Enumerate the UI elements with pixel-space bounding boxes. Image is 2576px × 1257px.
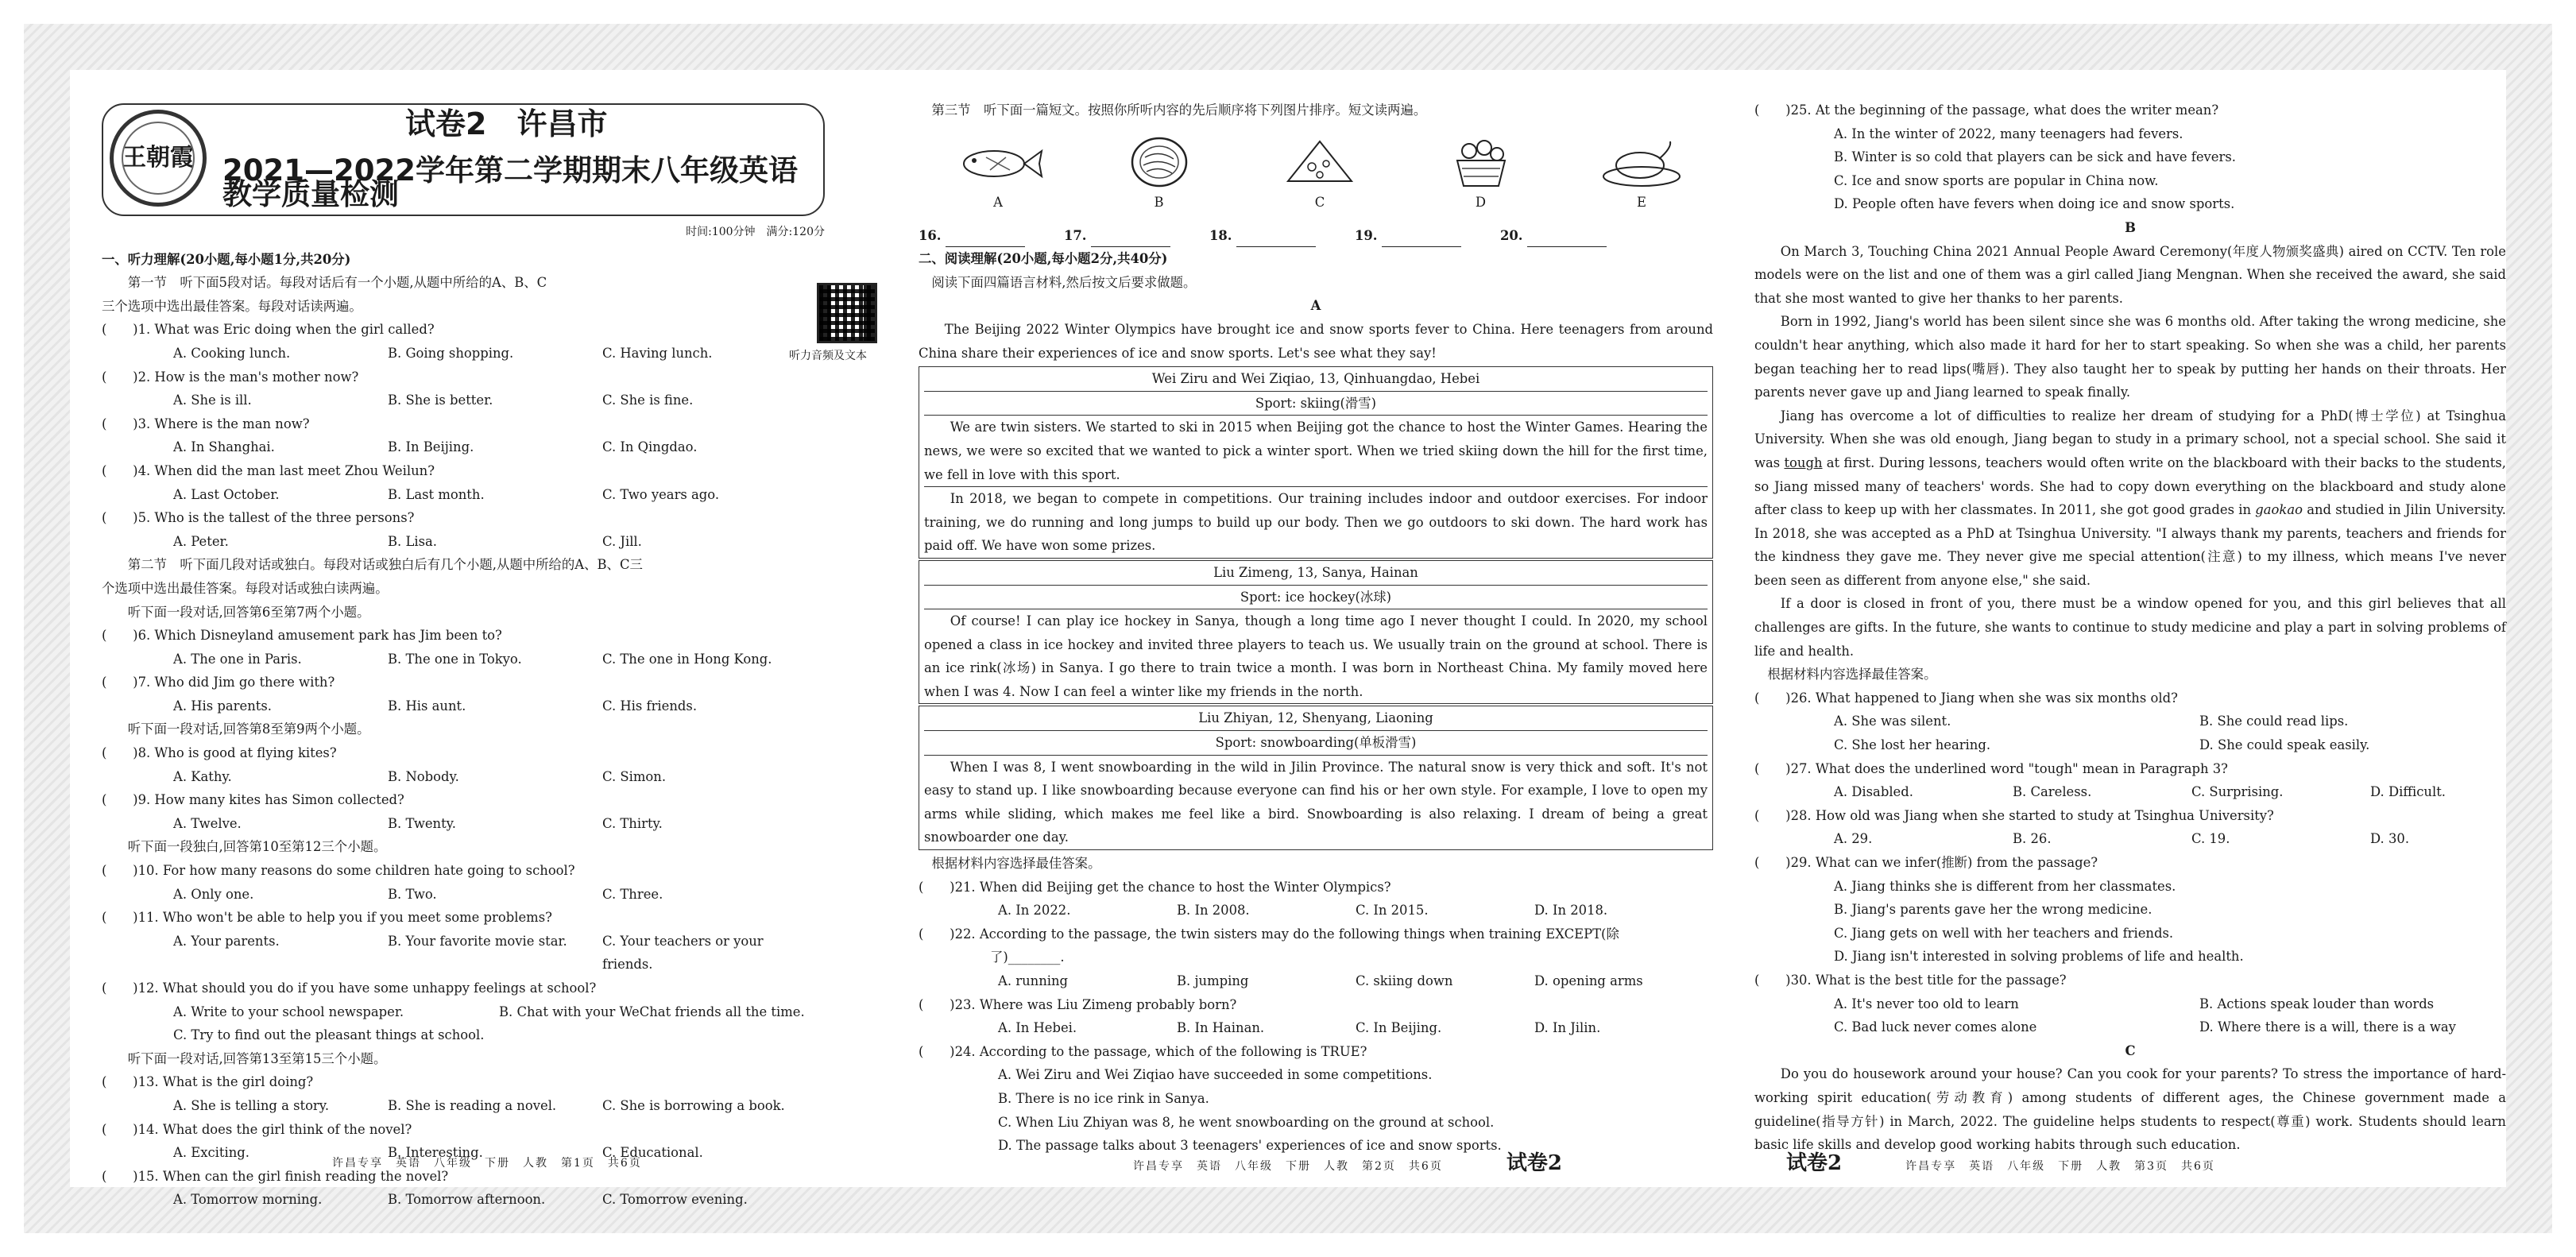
- option[interactable]: B. His aunt.: [388, 698, 466, 714]
- options-10: [102, 883, 857, 907]
- option[interactable]: C. Tomorrow evening.: [602, 1192, 748, 1208]
- section-title-reading: 二、阅读理解(20小题,每小题2分,共40分): [919, 251, 1168, 267]
- footer-tag: 试卷2: [1786, 1151, 1843, 1175]
- box-sport: Sport: skiing(滑雪): [924, 392, 1708, 416]
- option[interactable]: C. Educational.: [602, 1145, 703, 1161]
- answer-blank-18[interactable]: 18.: [1209, 224, 1355, 248]
- option[interactable]: B. Going shopping.: [388, 345, 514, 361]
- question-25: ( )25. At the beginning of the passage, what does the writer mean?: [1754, 102, 2219, 118]
- text-run: Jiang has overcome a lot of difficulties to realize her dream of studying for a PhD(博士学位) at Tsinghua University. When she was old enough, Jiang began to study in a primary school, not a special school. She said it was: [1754, 408, 2506, 470]
- page-footer-3: [1786, 1152, 2215, 1179]
- question-9: ( )9. How many kites has Simon collected?: [102, 792, 404, 808]
- question-6: ( )6. Which Disneyland amusement park has Jim been to?: [102, 628, 502, 644]
- option[interactable]: A. Jiang thinks she is different from her classmates.: [1834, 878, 2176, 894]
- footer-text: 许昌专享 英语 八年级 下册 人教 第3页 共6页: [1905, 1160, 2215, 1173]
- option[interactable]: C. In Beijing.: [1356, 1020, 1442, 1036]
- options-11: [102, 930, 857, 977]
- part3-intro: 第三节 听下面一篇短文。按照你所听内容的先后顺序将下列图片排序。短文读两遍。: [931, 102, 1427, 118]
- passage-a-intro: The Beijing 2022 Winter Olympics have brought ice and snow sports fever to China. Here teenagers from around China share their experiences of ice and snow sports. Let's see what they say!: [919, 321, 1713, 361]
- page-footer-1: 许昌专享 英语 八年级 下册 人教 第1页 共6页: [332, 1157, 642, 1170]
- exam-title: 试卷2 许昌市: [405, 106, 608, 141]
- option[interactable]: A. Last October.: [173, 486, 280, 502]
- option[interactable]: D. The passage talks about 3 teenagers' experiences of ice and snow sports.: [998, 1138, 1502, 1154]
- passage-b-paragraph-3: [1754, 404, 2506, 593]
- option[interactable]: C. She is fine.: [602, 393, 694, 408]
- question-21: ( )21. When did Beijing get the chance to host the Winter Olympics?: [919, 879, 1391, 895]
- picture-row: [919, 133, 1713, 213]
- wavy-border-frame: [24, 24, 2552, 1233]
- option[interactable]: A. Cooking lunch.: [173, 345, 291, 361]
- options-6: [102, 648, 857, 671]
- question-24: ( )24. According to the passage, which of the following is TRUE?: [919, 1043, 1367, 1059]
- box-sport: Sport: ice hockey(冰球): [924, 586, 1708, 610]
- options-28: [1754, 827, 2506, 851]
- time-score-info: 时间:100分钟 满分:120分: [686, 226, 825, 238]
- picture-e: [1594, 133, 1689, 213]
- question-29: ( )29. What can we infer(推断) from the passage?: [1754, 855, 2098, 870]
- option[interactable]: B. Lisa.: [388, 533, 437, 549]
- option[interactable]: B. Chat with your WeChat friends all the time.: [499, 1004, 805, 1019]
- option[interactable]: A. Write to your school newspaper.: [173, 1004, 404, 1019]
- choose-instruction: 根据材料内容选择最佳答案。: [1767, 667, 1937, 683]
- experience-box-2: [919, 560, 1713, 705]
- text-run: at first. During lessons, teachers would often write on the blackboard with their backs to the students, so Jiang missed many of teachers' words. She had to copy down everything on the blackboard and study alone after class to keep up with her classmates. In 2011, she got good grades in: [1754, 454, 2506, 518]
- option[interactable]: B. The one in Tokyo.: [388, 651, 522, 667]
- question-23: ( )23. Where was Liu Zimeng probably born?: [919, 996, 1237, 1012]
- option[interactable]: B. In Beijing.: [388, 439, 474, 455]
- roast-duck-icon: [1594, 133, 1689, 191]
- text-run: and studied in Jilin University. In 2018, she was accepted as a PhD at Tsinghua University. "I always thank my parents, teachers and friends for the kindness they gave me. They never give me special attention(注意) to my illness, which means I've never been seen as different from anyone else," she said.: [1754, 502, 2506, 588]
- instruction-10-12: 听下面一段独白,回答第10至第12三个小题。: [127, 839, 387, 855]
- experience-box-3: [919, 706, 1713, 850]
- picture-label: B: [1154, 194, 1164, 210]
- noodle-bowl-icon: [1112, 133, 1207, 191]
- question-7: ( )7. Who did Jim go there with?: [102, 675, 335, 690]
- option[interactable]: B. Jiang's parents gave her the wrong medicine.: [1834, 902, 2152, 918]
- option[interactable]: B. In Hainan.: [1177, 1020, 1265, 1036]
- option[interactable]: A. His parents.: [173, 698, 272, 714]
- option[interactable]: B. She is better.: [388, 393, 493, 408]
- question-4: ( )4. When did the man last meet Zhou Weilun?: [102, 462, 435, 478]
- option[interactable]: D. In 2018.: [1534, 903, 1608, 919]
- picture-label: C: [1314, 194, 1325, 210]
- option[interactable]: B. Nobody.: [388, 768, 459, 784]
- option[interactable]: C. Simon.: [602, 768, 667, 784]
- qr-caption: 听力音频及文本: [789, 350, 867, 362]
- question-5: ( )5. Who is the tallest of the three persons?: [102, 510, 415, 526]
- option[interactable]: A. She is ill.: [173, 393, 252, 408]
- option[interactable]: C. Surprising.: [2191, 784, 2284, 800]
- option[interactable]: A. Peter.: [173, 533, 229, 549]
- option[interactable]: A. In the winter of 2022, many teenagers had fevers.: [1834, 126, 2183, 141]
- option[interactable]: A. She is telling a story.: [173, 1097, 330, 1113]
- option[interactable]: D. People often have fevers when doing ice and snow sports.: [1834, 196, 2235, 212]
- question-11: ( )11. Who won't be able to help you if you meet some problems?: [102, 910, 552, 926]
- option[interactable]: C. In Qingdao.: [602, 439, 698, 455]
- option[interactable]: D. She could speak easily.: [2199, 737, 2370, 753]
- underlined-word: tough: [1784, 454, 1823, 470]
- option[interactable]: B. Tomorrow afternoon.: [388, 1192, 546, 1208]
- options-23: [919, 1016, 1713, 1040]
- answer-blank-20[interactable]: 20.: [1500, 224, 1646, 248]
- reading-intro: 阅读下面四篇语言材料,然后按文后要求做题。: [931, 274, 1197, 290]
- option[interactable]: B. Your favorite movie star.: [388, 933, 567, 949]
- options-12: [102, 1000, 857, 1024]
- question-30: ( )30. What is the best title for the passage?: [1754, 972, 2067, 988]
- option[interactable]: B. Twenty.: [388, 815, 456, 831]
- part2-intro-cont: 个选项中选出最佳答案。每段对话或独白读两遍。: [102, 580, 389, 596]
- fish-icon: [950, 133, 1046, 191]
- option[interactable]: B. jumping: [1177, 973, 1249, 988]
- option[interactable]: A. running: [998, 973, 1069, 988]
- passage-a-letter: A: [1310, 298, 1321, 314]
- experience-box-1: [919, 366, 1713, 559]
- question-22: ( )22. According to the passage, the twin sisters may do the following things when training EXCEPT(除: [919, 926, 1619, 942]
- options-15: [102, 1188, 857, 1212]
- options-21: [919, 899, 1713, 922]
- picture-d: [1433, 133, 1529, 213]
- choose-instruction: 根据材料内容选择最佳答案。: [931, 856, 1101, 872]
- option[interactable]: B. Careless.: [2013, 784, 2092, 800]
- pizza-icon: [1272, 133, 1367, 191]
- option[interactable]: B. Interesting.: [388, 1145, 483, 1161]
- instruction-8-9: 听下面一段对话,回答第8至第9两个小题。: [127, 721, 370, 737]
- box-name: Wei Ziru and Wei Ziqiao, 13, Qinhuangdao, Hebei: [924, 367, 1708, 392]
- question-27: ( )27. What does the underlined word "tough" mean in Paragraph 3?: [1754, 760, 2228, 776]
- instruction-13-15: 听下面一段对话,回答第13至第15三个小题。: [127, 1050, 387, 1066]
- option[interactable]: C. Jill.: [602, 533, 642, 549]
- option[interactable]: B. 26.: [2013, 831, 2052, 847]
- passage-b-paragraph-1: On March 3, Touching China 2021 Annual People Award Ceremony(年度人物颁奖盛典) aired on CCTV. Ten role models were on the list and one of them was a girl called Jiang Mengnan. When she received the award, she said that she most wanted to give her thanks to her parents.: [1754, 243, 2506, 306]
- options-9: [102, 812, 857, 836]
- option[interactable]: A. She was silent.: [1834, 714, 1951, 729]
- option[interactable]: C. Try to find out the pleasant things at school.: [173, 1027, 485, 1043]
- footer-tag: 试卷2: [1506, 1151, 1562, 1175]
- option[interactable]: D. Jiang isn't interested in solving problems of life and health.: [1834, 949, 2244, 965]
- question-8: ( )8. Who is good at flying kites?: [102, 745, 337, 761]
- question-2: ( )2. How is the man's mother now?: [102, 369, 359, 385]
- publisher-logo: [110, 110, 207, 207]
- option[interactable]: C. Having lunch.: [602, 345, 713, 361]
- option[interactable]: A. The one in Paris.: [173, 651, 302, 667]
- picture-label: D: [1475, 194, 1487, 210]
- option[interactable]: B. There is no ice rink in Sanya.: [998, 1090, 1209, 1106]
- option[interactable]: A. Disabled.: [1834, 784, 1913, 800]
- picture-a: [950, 133, 1046, 213]
- part2-intro: 第二节 听下面几段对话或独白。每段对话或独白后有几个小题,从题中所给的A、B、C三: [127, 557, 643, 573]
- question-13: ( )13. What is the girl doing?: [102, 1074, 314, 1090]
- option[interactable]: C. Bad luck never comes alone: [1834, 1019, 2037, 1035]
- option[interactable]: B. Last month.: [388, 486, 485, 502]
- option[interactable]: A. Your parents.: [173, 933, 280, 949]
- option[interactable]: C. Thirty.: [602, 815, 663, 831]
- question-14: ( )14. What does the girl think of the novel?: [102, 1121, 412, 1137]
- option[interactable]: A. Only one.: [173, 886, 254, 902]
- options-7: [102, 694, 857, 718]
- question-1: ( )1. What was Eric doing when the girl called?: [102, 322, 435, 338]
- option[interactable]: A. In Shanghai.: [173, 439, 275, 455]
- picture-label: A: [993, 194, 1003, 210]
- italic-word: gaokao: [2255, 502, 2303, 518]
- option[interactable]: B. She could read lips.: [2199, 714, 2349, 729]
- box-sport: Sport: snowboarding(单板滑雪): [924, 731, 1708, 756]
- option[interactable]: B. Two.: [388, 886, 437, 902]
- passage-c-paragraph-1: Do you do housework around your house? Can you cook for your parents? To stress the importance of hard-working spirit education(劳动教育) among students of different ages, the Chinese government made a guideline(指导方针) in March, 2022. The guideline helps students to respect(尊重) work. Students should learn basic life skills and develop good working habits through such education.: [1754, 1066, 2506, 1153]
- option[interactable]: C. In 2015.: [1356, 903, 1429, 919]
- box-paragraph: We are twin sisters. We started to ski in 2015 when Beijing got the chance to host the Winter Games. Hearing the news, we were so excited that we wanted to pick a winter sport. When we tried skiing down the hill for the first time, we fell in love with this sport.: [924, 420, 1708, 482]
- option[interactable]: D. opening arms: [1534, 973, 1643, 988]
- option[interactable]: C. She is borrowing a book.: [602, 1097, 785, 1113]
- exam-header: [102, 103, 825, 216]
- option[interactable]: C. His friends.: [602, 698, 698, 714]
- option[interactable]: D. Difficult.: [2370, 784, 2446, 800]
- option[interactable]: A. In 2022.: [998, 903, 1071, 919]
- option[interactable]: D. 30.: [2370, 831, 2410, 847]
- option[interactable]: D. In Jilin.: [1534, 1020, 1601, 1036]
- options-22: [919, 969, 1713, 993]
- options-2: [102, 389, 857, 412]
- option[interactable]: D. Where there is a will, there is a way: [2199, 1019, 2456, 1035]
- option[interactable]: C. She lost her hearing.: [1834, 737, 1991, 753]
- part1-intro-cont: 三个选项中选出最佳答案。每段对话读两遍。: [102, 298, 362, 314]
- options-4: [102, 483, 857, 507]
- box-paragraph: Of course! I can play ice hockey in Sanya, though a long time ago I never thought I could. In 2020, my school opened a class in ice hockey and invited three players to teach us. We usually train on the ground at school. There is an ice rink(冰场) in Sanya. I go there to train twice a month. I was born in Northeast China. My family moved here when I was 4. Now I can feel a winter like my friends in the north.: [924, 613, 1708, 699]
- answer-blank-17[interactable]: 17.: [1064, 224, 1209, 248]
- question-26: ( )26. What happened to Jiang when she was six months old?: [1754, 690, 2178, 706]
- box-name: Liu Zhiyan, 12, Shenyang, Liaoning: [924, 706, 1708, 731]
- options-26-cont: [1754, 733, 2506, 757]
- option[interactable]: A. Exciting.: [173, 1145, 249, 1161]
- option[interactable]: A. It's never too old to learn: [1834, 996, 2019, 1011]
- option[interactable]: C. Jiang gets on well with her teachers and friends.: [1834, 925, 2174, 941]
- options-30: [1754, 992, 2506, 1016]
- passage-b-paragraph-2: Born in 1992, Jiang's world has been silent since she was 6 months old. After taking the wrong medicine, she couldn't hear anything, which also made it hard for her to start speaking. So when she was a child, her parents began teaching her to read lips(嘴唇). They also taught her to speak by putting her hands on their throats. Her parents never gave up and Jiang learned to speak finally.: [1754, 314, 2506, 400]
- question-28: ( )28. How old was Jiang when she started to study at Tsinghua University?: [1754, 807, 2274, 823]
- option[interactable]: A. Twelve.: [173, 815, 242, 831]
- option[interactable]: A. Wei Ziru and Wei Ziqiao have succeeded in some competitions.: [998, 1067, 1433, 1083]
- option[interactable]: B. In 2008.: [1177, 903, 1250, 919]
- page-footer-2: [1133, 1152, 1562, 1179]
- option[interactable]: A. Kathy.: [173, 768, 232, 784]
- option[interactable]: B. Actions speak louder than words: [2199, 996, 2435, 1011]
- option[interactable]: C. The one in Hong Kong.: [602, 651, 772, 667]
- option[interactable]: C. Your teachers or your friends.: [602, 933, 764, 973]
- passage-c-letter: C: [2125, 1042, 2136, 1058]
- box-paragraph: In 2018, we began to compete in competitions. Our training includes indoor and outdoor exercises. For indoor training, we do running and long jumps to build up our body. Then we go outdoors to ski down. The hard work has paid off. We have won some prizes.: [924, 486, 1708, 558]
- page-column-1: [102, 70, 867, 1208]
- box-paragraph: When I was 8, I went snowboarding in the wild in Jilin Province. The natural snow is very thick and soft. It's not easy to stand up. I like snowboarding because everyone can find his or her own style. For example, I love to open my arms while sliding, which makes me feel like a bird. Snowboarding is also relaxing. I dream of being a great snowboarder one day.: [924, 759, 1708, 845]
- option[interactable]: C. skiing down: [1356, 973, 1453, 988]
- options-8: [102, 765, 857, 789]
- answer-blank-16[interactable]: 16.: [919, 224, 1064, 248]
- options-30-cont: [1754, 1015, 2506, 1039]
- box-name: Liu Zimeng, 13, Sanya, Hainan: [924, 561, 1708, 586]
- options-1: [102, 342, 857, 365]
- page-column-2: [919, 70, 1713, 1187]
- question-3: ( )3. Where is the man now?: [102, 416, 310, 431]
- exam-page: [70, 70, 2506, 1208]
- passage-b-letter: B: [2125, 219, 2136, 235]
- question-22-cont: 了)________.: [990, 950, 1065, 965]
- question-15: ( )15. When can the girl finish reading the novel?: [102, 1168, 449, 1184]
- instruction-6-7: 听下面一段对话,回答第6至第7两个小题。: [127, 604, 370, 620]
- options-26: [1754, 710, 2506, 733]
- part1-intro: 第一节 听下面5段对话。每段对话后有一个小题,从题中所给的A、B、C: [127, 275, 547, 291]
- options-3: [102, 435, 857, 459]
- option[interactable]: A. 29.: [1834, 831, 1873, 847]
- qr-code-icon[interactable]: [817, 283, 877, 343]
- logo-text: 王朝霞: [122, 144, 194, 172]
- fruit-basket-icon: [1433, 133, 1529, 191]
- page-column-3: [1754, 70, 2506, 1187]
- question-10: ( )10. For how many reasons do some children hate going to school?: [102, 863, 575, 879]
- footer-text: 许昌专享 英语 八年级 下册 人教 第2页 共6页: [1133, 1160, 1443, 1173]
- passage-b-paragraph-4: If a door is closed in front of you, there must be a window opened for you, and this girl believes that all challenges are gifts. In the future, she wants to continue to study medicine and play a part in solving problems of life and health.: [1754, 596, 2506, 659]
- options-27: [1754, 780, 2506, 804]
- option[interactable]: C. Three.: [602, 886, 663, 902]
- option[interactable]: C. Ice and snow sports are popular in China now.: [1834, 172, 2159, 188]
- option[interactable]: C. 19.: [2191, 831, 2230, 847]
- section-title-listening: 一、听力理解(20小题,每小题1分,共20分): [102, 251, 351, 267]
- picture-c: [1272, 133, 1367, 213]
- options-13: [102, 1094, 857, 1118]
- picture-label: E: [1637, 194, 1646, 210]
- option[interactable]: B. Winter is so cold that players can be sick and have fevers.: [1834, 149, 2236, 165]
- answer-blanks: [919, 224, 1713, 248]
- exam-subtitle: 2021—2022学年第二学期期末八年级英语教学质量检测: [222, 153, 798, 211]
- answer-blank-19[interactable]: 19.: [1355, 224, 1500, 248]
- option[interactable]: A. In Hebei.: [998, 1020, 1077, 1036]
- options-5: [102, 530, 857, 554]
- picture-b: [1112, 133, 1207, 213]
- question-12: ( )12. What should you do if you have some unhappy feelings at school?: [102, 980, 597, 996]
- option[interactable]: B. She is reading a novel.: [388, 1097, 557, 1113]
- option[interactable]: C. When Liu Zhiyan was 8, he went snowboarding on the ground at school.: [998, 1114, 1495, 1130]
- option[interactable]: C. Two years ago.: [602, 486, 720, 502]
- option[interactable]: A. Tomorrow morning.: [173, 1192, 323, 1208]
